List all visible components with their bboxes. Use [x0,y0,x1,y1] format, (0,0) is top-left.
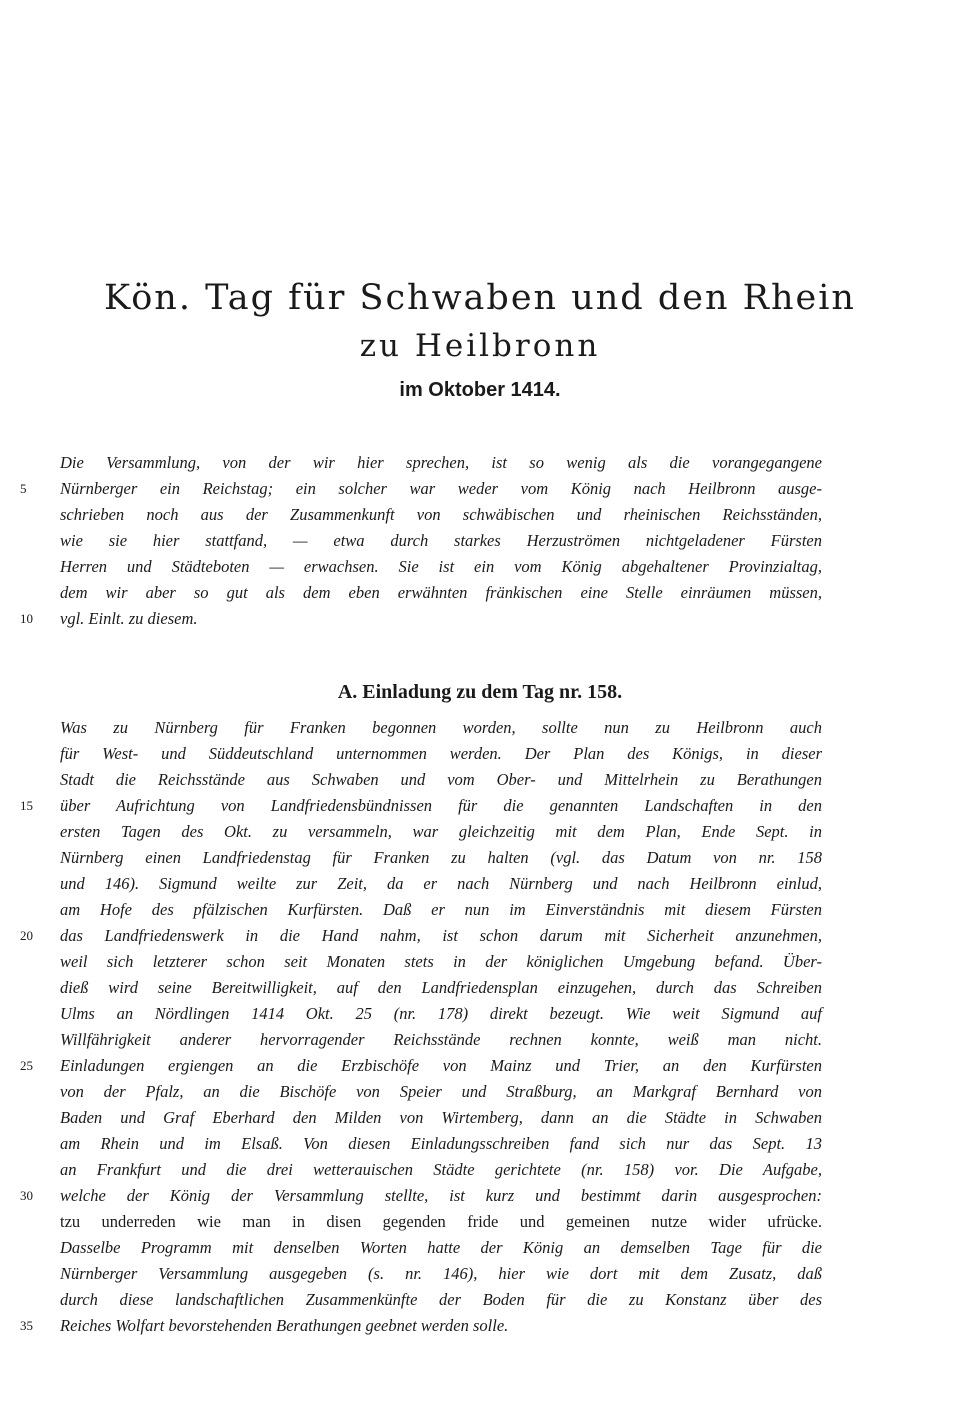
text-line: ersten Tagen des Okt. zu versammeln, war gleichzeitig mit dem Plan, Ende Sept. in [60,822,822,841]
line-number: 25 [20,1058,33,1073]
document-date: im Oktober 1414. [399,379,561,401]
text-line: Die Versammlung, von der wir hier sprechen, ist so wenig als die vorangegangene [60,453,822,472]
text-line: Stadt die Reichsstände aus Schwaben und vom Ober- und Mittelrhein zu Berathungen [60,770,822,789]
text-line: Nürnberger ein Reichstag; ein solcher war weder vom König nach Heilbronn ausge- [60,479,822,498]
text-line: Willfährigkeit anderer hervorragender Reichsstände rechnen konnte, weiß man nicht. [60,1030,822,1049]
text-line: für West- und Süddeutschland unternommen werden. Der Plan des Königs, in dieser [60,744,822,763]
text-line: Baden und Graf Eberhard den Milden von Wirtemberg, dann an die Städte in Schwaben [60,1108,822,1127]
text-line: Dasselbe Programm mit denselben Worten hatte der König an demselben Tage für die [60,1238,822,1257]
section-a-paragraph [60,715,822,1339]
text-line: Nürnberg einen Landfriedenstag für Franken zu halten (vgl. das Datum von nr. 158 [60,848,822,867]
quoted-text-line: tzu underreden wie man in disen gegenden fride und gemeinen nutze wider ufrücke. [60,1212,822,1231]
text-line: und 146). Sigmund weilte zur Zeit, da er nach Nürnberg und nach Heilbronn einlud, [60,874,822,893]
text-line: Ulms an Nördlingen 1414 Okt. 25 (nr. 178) direkt bezeugt. Wie weit Sigmund auf [60,1004,822,1023]
text-line: Einladungen ergiengen an die Erzbischöfe von Mainz und Trier, an den Kurfürsten [60,1056,822,1075]
text-line: Reiches Wolfart bevorstehenden Berathungen geebnet werden solle. [60,1316,509,1335]
intro-paragraph [60,450,822,632]
text-line: dem wir aber so gut als dem eben erwähnten fränkischen eine Stelle einräumen müssen, [60,583,822,602]
text-line: am Hofe des pfälzischen Kurfürsten. Daß er nun im Einverständnis mit diesem Fürsten [60,900,822,919]
document-title-place: zu Heilbronn [359,328,601,364]
line-number: 30 [20,1188,33,1203]
text-line: Was zu Nürnberg für Franken begonnen worden, sollte nun zu Heilbronn auch [60,718,822,737]
text-line: am Rhein und im Elsaß. Von diesen Einladungsschreiben fand sich nur das Sept. 13 [60,1134,822,1153]
text-line: durch diese landschaftlichen Zusammenkünfte der Boden für die zu Konstanz über des [60,1290,822,1309]
text-line: schrieben noch aus der Zusammenkunft von schwäbischen und rheinischen Reichsständen, [60,505,822,524]
text-line: Nürnberger Versammlung ausgegeben (s. nr. 146), hier wie dort mit dem Zusatz, daß [60,1264,822,1283]
text-line: dieß wird seine Bereitwilligkeit, auf den Landfriedensplan einzugehen, durch das Schreiben [60,978,822,997]
line-number: 5 [20,481,27,496]
text-line: wie sie hier stattfand, — etwa durch starkes Herzuströmen nichtgeladener Fürsten [60,531,822,550]
document-title: Kön. Tag für Schwaben und den Rhein [104,278,856,318]
text-line: welche der König der Versammlung stellte, ist kurz und bestimmt darin ausgesprochen: [60,1186,822,1205]
line-number: 20 [20,928,33,943]
text-line: das Landfriedenswerk in die Hand nahm, ist schon darum mit Sicherheit anzunehmen, [60,926,822,945]
text-line: an Frankfurt und die drei wetterauischen Städte gerichtete (nr. 158) vor. Die Aufgabe, [60,1160,822,1179]
text-line: weil sich letzterer schon seit Monaten stets in der königlichen Umgebung befand. Über- [60,952,822,971]
section-heading: A. Einladung zu dem Tag nr. 158. [337,681,623,703]
line-number: 35 [20,1318,33,1333]
text-line: über Aufrichtung von Landfriedensbündnissen für die genannten Landschaften in den [60,796,822,815]
text-line: von der Pfalz, an die Bischöfe von Speier und Straßburg, an Markgraf Bernhard von [60,1082,822,1101]
text-line: vgl. Einlt. zu diesem. [60,609,198,628]
line-number: 15 [20,798,33,813]
line-number: 10 [20,611,33,626]
text-line: Herren und Städteboten — erwachsen. Sie ist ein vom König abgehaltener Provinzialtag, [60,557,822,576]
